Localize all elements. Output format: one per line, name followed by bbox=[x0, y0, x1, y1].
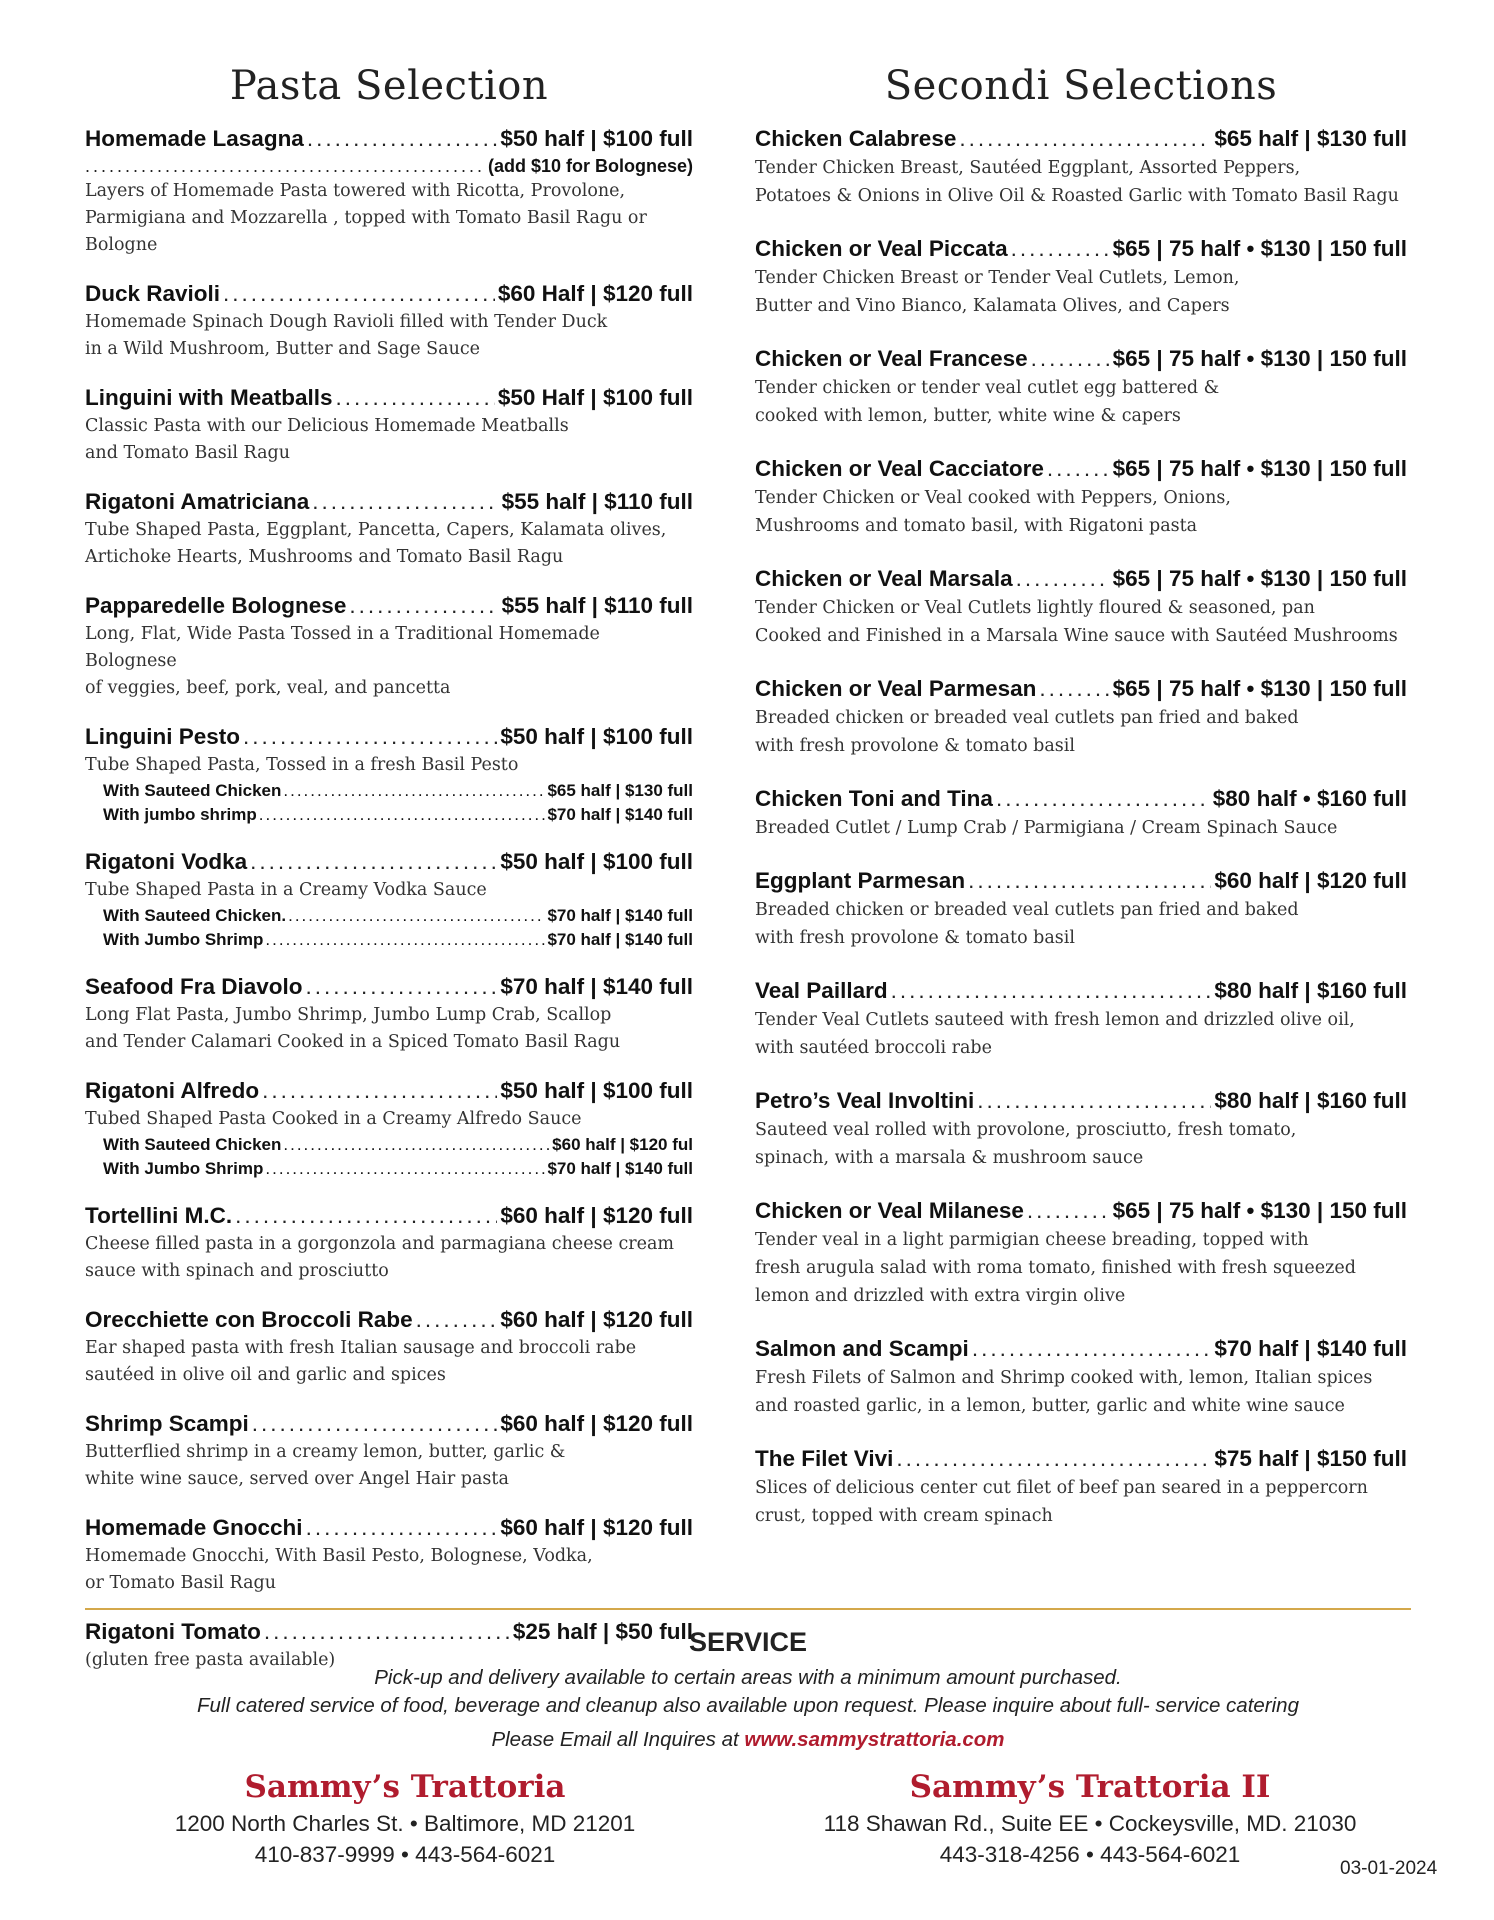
menu-item-row bbox=[755, 1444, 1407, 1474]
service-email-line bbox=[85, 1726, 1411, 1754]
menu-item-name: Shrimp Scampi bbox=[85, 1411, 249, 1436]
leader-dots bbox=[1039, 674, 1109, 704]
leader-dots bbox=[223, 279, 495, 309]
menu-item-price: $50 half | $100 full bbox=[500, 1078, 693, 1103]
addon-price: $65 half | $130 full bbox=[547, 781, 693, 800]
menu-item-price: $55 half | $110 full bbox=[501, 593, 693, 618]
leader-dots bbox=[243, 722, 497, 752]
menu-item-row bbox=[85, 1076, 693, 1106]
menu-item-description: Artichoke Hearts, Mushrooms and Tomato Basil Ragu bbox=[85, 547, 564, 567]
menu-item-description: Butterflied shrimp in a creamy lemon, butter, garlic & bbox=[85, 1442, 566, 1462]
menu-item-price: $65 half | $130 full bbox=[1214, 126, 1407, 151]
menu-item-price: $80 half | $160 full bbox=[1214, 1088, 1407, 1113]
menu-item-row bbox=[755, 674, 1407, 704]
leader-dots bbox=[288, 904, 545, 928]
location-cockeysville bbox=[790, 1766, 1390, 1870]
leader-dots bbox=[896, 1444, 1211, 1474]
menu-item-price: $80 half • $160 full bbox=[1212, 786, 1407, 811]
menu-item-name: Linguini Pesto bbox=[85, 724, 240, 749]
menu-item-addon bbox=[85, 779, 693, 803]
addon-name: With Sauteed Chicken. bbox=[103, 906, 287, 925]
leader-dots bbox=[85, 154, 485, 178]
menu-item-description: Fresh Filets of Salmon and Shrimp cooked with, lemon, Italian spices bbox=[755, 1368, 1373, 1388]
menu-item-description: and roasted garlic, in a lemon, butter, garlic and white wine sauce bbox=[755, 1396, 1345, 1416]
leader-dots bbox=[283, 1133, 550, 1157]
menu-item-name: Linguini with Meatballs bbox=[85, 385, 333, 410]
menu-item-description: Homemade Gnocchi, With Basil Pesto, Bolognese, Vodka, bbox=[85, 1546, 593, 1566]
leader-dots bbox=[336, 383, 495, 413]
menu-item-row bbox=[85, 1201, 693, 1231]
menu-item-description: cooked with lemon, butter, white wine & capers bbox=[755, 406, 1181, 426]
addon-price: $60 half | $120 ful bbox=[552, 1135, 693, 1154]
menu-item-row bbox=[755, 866, 1407, 896]
menu-item-description: and Tomato Basil Ragu bbox=[85, 443, 290, 463]
menu-item-description: Sauteed veal rolled with provolone, prosciutto, fresh tomato, bbox=[755, 1120, 1297, 1140]
menu-item-price: $25 half | $50 full bbox=[512, 1619, 693, 1644]
menu-item bbox=[85, 1076, 693, 1181]
menu-item-price: $65 | 75 half • $130 | 150 full bbox=[1112, 566, 1407, 591]
menu-item-description: white wine sauce, served over Angel Hair pasta bbox=[85, 1469, 509, 1489]
menu-item-price: $65 | 75 half • $130 | 150 full bbox=[1112, 346, 1407, 371]
menu-item-row bbox=[755, 234, 1407, 264]
menu-item bbox=[85, 1201, 693, 1285]
leader-dots bbox=[1011, 234, 1110, 264]
addon-price: $70 half | $140 full bbox=[547, 906, 693, 925]
leader-dots bbox=[1016, 564, 1110, 594]
menu-item-name: Tortellini M.C. bbox=[85, 1203, 233, 1228]
menu-item-row bbox=[85, 124, 693, 154]
menu-item-addon bbox=[85, 1133, 693, 1157]
website-link[interactable]: www.sammystrattoria.com bbox=[744, 1728, 1005, 1751]
secondi-column bbox=[755, 58, 1407, 1554]
menu-item-description: Slices of delicious center cut filet of beef pan seared in a peppercorn bbox=[755, 1478, 1368, 1498]
menu-item bbox=[755, 454, 1407, 540]
menu-item-name: Chicken or Veal Francese bbox=[755, 346, 1028, 371]
menu-item bbox=[755, 866, 1407, 952]
location-address: 118 Shawan Rd., Suite EE • Cockeysville, MD. 21030 bbox=[823, 1811, 1357, 1836]
menu-item-description: Tender Chicken or Veal Cutlets lightly floured & seasoned, pan bbox=[755, 598, 1315, 618]
menu-item-name: Orecchiette con Broccoli Rabe bbox=[85, 1307, 413, 1332]
menu-item-name: Seafood Fra Diavolo bbox=[85, 974, 303, 999]
menu-item-price: $65 | 75 half • $130 | 150 full bbox=[1112, 456, 1407, 481]
addon-name: With Jumbo Shrimp bbox=[103, 1159, 264, 1178]
menu-item-price: $60 Half | $120 full bbox=[497, 281, 693, 306]
menu-item bbox=[85, 383, 693, 467]
service-section bbox=[85, 1624, 1411, 1754]
menu-item-description: Tube Shaped Pasta, Tossed in a fresh Basil Pesto bbox=[85, 755, 519, 775]
menu-item bbox=[755, 1086, 1407, 1172]
leader-dots bbox=[306, 1513, 498, 1543]
menu-item-price: $65 | 75 half • $130 | 150 full bbox=[1112, 1198, 1407, 1223]
menu-item-row bbox=[85, 722, 693, 752]
menu-item-price: $65 | 75 half • $130 | 150 full bbox=[1112, 676, 1407, 701]
menu-item-name: Veal Paillard bbox=[755, 978, 888, 1003]
service-line-delivery: Pick-up and delivery available to certain areas with a minimum amount purchased. bbox=[374, 1666, 1122, 1689]
menu-item-description: Cooked and Finished in a Marsala Wine sauce with Sautéed Mushrooms bbox=[755, 626, 1398, 646]
menu-item-row bbox=[755, 1086, 1407, 1116]
menu-item-row bbox=[755, 124, 1407, 154]
location-name: Sammy’s Trattoria II bbox=[909, 1769, 1271, 1805]
leader-dots bbox=[250, 847, 497, 877]
menu-item-name: Papparedelle Bolognese bbox=[85, 593, 347, 618]
menu-item-price: $50 half | $100 full bbox=[500, 126, 693, 151]
menu-item-price: $50 Half | $100 full bbox=[497, 385, 693, 410]
leader-dots bbox=[349, 591, 498, 621]
menu-item-price: $75 half | $150 full bbox=[1214, 1446, 1407, 1471]
menu-item bbox=[755, 344, 1407, 430]
leader-dots bbox=[306, 972, 498, 1002]
menu-item-addon bbox=[85, 904, 693, 928]
leader-dots bbox=[259, 803, 546, 827]
menu-item-description: Tender veal in a light parmigian cheese breading, topped with bbox=[755, 1230, 1309, 1250]
menu-item-name: Chicken or Veal Marsala bbox=[755, 566, 1013, 591]
menu-item-description: crust, topped with cream spinach bbox=[755, 1506, 1053, 1526]
menu-item-price: $60 half | $120 full bbox=[1214, 868, 1407, 893]
leader-dots bbox=[968, 866, 1211, 896]
menu-item-row bbox=[755, 344, 1407, 374]
menu-item-name: Salmon and Scampi bbox=[755, 1336, 969, 1361]
leader-dots bbox=[996, 784, 1210, 814]
leader-dots bbox=[312, 487, 498, 517]
location-name: Sammy’s Trattoria bbox=[244, 1769, 566, 1805]
menu-item-name: Rigatoni Tomato bbox=[85, 1619, 261, 1644]
menu-item-row bbox=[85, 1305, 693, 1335]
menu-item-name: Chicken or Veal Piccata bbox=[755, 236, 1008, 261]
menu-item-row bbox=[755, 976, 1407, 1006]
menu-item-description: Tender chicken or tender veal cutlet egg battered & bbox=[755, 378, 1220, 398]
menu-item-price: $60 half | $120 full bbox=[500, 1411, 693, 1436]
menu-item-name: Homemade Gnocchi bbox=[85, 1515, 303, 1540]
menu-item-price: $65 | 75 half • $130 | 150 full bbox=[1112, 236, 1407, 261]
menu-item-addon bbox=[85, 803, 693, 827]
leader-dots bbox=[1031, 344, 1110, 374]
addon-price: $70 half | $140 full bbox=[547, 805, 693, 824]
menu-item-addon bbox=[85, 1157, 693, 1181]
menu-item-description: Classic Pasta with our Delicious Homemade Meatballs bbox=[85, 416, 569, 436]
addon-name: With Sauteed Chicken bbox=[103, 1135, 282, 1154]
location-phones: 410-837-9999 • 443-564-6021 bbox=[254, 1842, 556, 1867]
menu-item-name: Eggplant Parmesan bbox=[755, 868, 966, 893]
leader-dots bbox=[283, 779, 545, 803]
menu-item-description: Breaded Cutlet / Lump Crab / Parmigiana / Cream Spinach Sauce bbox=[755, 818, 1338, 838]
menu-item-description: and Tender Calamari Cooked in a Spiced Tomato Basil Ragu bbox=[85, 1032, 621, 1052]
leader-dots bbox=[265, 928, 545, 952]
menu-item-price: $50 half | $100 full bbox=[500, 724, 693, 749]
service-email-prefix: Please Email all Inquires at bbox=[491, 1728, 745, 1751]
menu-item-row bbox=[85, 591, 693, 621]
pasta-heading: Pasta Selection bbox=[229, 63, 549, 109]
menu-item-note: (add $10 for Bolognese) bbox=[487, 156, 693, 176]
menu-item bbox=[85, 972, 693, 1056]
menu-item-description: Long, Flat, Wide Pasta Tossed in a Traditional Homemade Bolognese bbox=[85, 624, 600, 671]
menu-item-description: Potatoes & Onions in Olive Oil & Roasted Garlic with Tomato Basil Ragu bbox=[755, 186, 1399, 206]
menu-item-description: Layers of Homemade Pasta towered with Ricotta, Provolone, bbox=[85, 181, 626, 201]
leader-dots bbox=[265, 1157, 545, 1181]
menu-item-description: Breaded chicken or breaded veal cutlets pan fried and baked bbox=[755, 708, 1299, 728]
menu-item-name: Rigatoni Vodka bbox=[85, 849, 248, 874]
menu-item-description: lemon and drizzled with extra virgin olive bbox=[755, 1286, 1126, 1306]
menu-item-description: fresh arugula salad with roma tomato, finished with fresh squeezed bbox=[755, 1258, 1356, 1278]
menu-item-row bbox=[755, 564, 1407, 594]
menu-item bbox=[755, 674, 1407, 760]
menu-item-name: Rigatoni Alfredo bbox=[85, 1078, 260, 1103]
menu-item bbox=[85, 591, 693, 702]
menu-item-row bbox=[755, 454, 1407, 484]
menu-item-note-row bbox=[85, 154, 693, 178]
leader-dots bbox=[416, 1305, 498, 1335]
menu-item-price: $70 half | $140 full bbox=[500, 974, 693, 999]
menu-item-description: Tender Chicken Breast or Tender Veal Cutlets, Lemon, bbox=[755, 268, 1240, 288]
addon-name: With jumbo shrimp bbox=[103, 805, 257, 824]
leader-dots bbox=[972, 1334, 1212, 1364]
pasta-list bbox=[85, 124, 693, 1674]
menu-item bbox=[755, 564, 1407, 650]
menu-item-description: Tender Chicken or Veal cooked with Peppers, Onions, bbox=[755, 488, 1231, 508]
menu-item bbox=[755, 124, 1407, 210]
service-line-catering: Full catered service of food, beverage and cleanup also available upon request. Please inquire about full- service catering bbox=[197, 1694, 1299, 1717]
menu-item bbox=[85, 279, 693, 363]
menu-item-description: spinach, with a marsala & mushroom sauce bbox=[755, 1148, 1144, 1168]
menu-item-name: Chicken or Veal Parmesan bbox=[755, 676, 1037, 701]
menu-item-name: Chicken or Veal Cacciatore bbox=[755, 456, 1044, 481]
menu-item-row bbox=[85, 1513, 693, 1543]
menu-item-description: or Tomato Basil Ragu bbox=[85, 1573, 276, 1593]
menu-item-description: Parmigiana and Mozzarella , topped with Tomato Basil Ragu or Bologne bbox=[85, 208, 647, 255]
menu-item-description: Butter and Vino Bianco, Kalamata Olives, and Capers bbox=[755, 296, 1230, 316]
menu-item-description: Cheese filled pasta in a gorgonzola and parmagiana cheese cream bbox=[85, 1234, 675, 1254]
menu-item-description: (gluten free pasta available) bbox=[85, 1650, 336, 1670]
menu-item-name: Chicken Toni and Tina bbox=[755, 786, 993, 811]
menu-item bbox=[85, 487, 693, 571]
secondi-heading: Secondi Selections bbox=[884, 63, 1278, 109]
leader-dots bbox=[262, 1076, 497, 1106]
menu-item bbox=[85, 124, 693, 259]
menu-item-description: Tube Shaped Pasta, Eggplant, Pancetta, Capers, Kalamata olives, bbox=[85, 520, 667, 540]
menu-item-description: with sautéed broccoli rabe bbox=[755, 1038, 992, 1058]
addon-price: $70 half | $140 full bbox=[547, 930, 693, 949]
secondi-list bbox=[755, 124, 1407, 1530]
pasta-column bbox=[85, 58, 693, 1694]
menu-item-price: $60 half | $120 full bbox=[500, 1515, 693, 1540]
menu-item bbox=[85, 722, 693, 827]
menu-item bbox=[755, 784, 1407, 842]
menu-item-price: $60 half | $120 full bbox=[500, 1307, 693, 1332]
addon-name: With Sauteed Chicken bbox=[103, 781, 282, 800]
service-title: SERVICE bbox=[688, 1627, 808, 1657]
menu-item-description: Tube Shaped Pasta in a Creamy Vodka Sauce bbox=[85, 880, 487, 900]
menu-item bbox=[85, 1409, 693, 1493]
location-phones: 443-318-4256 • 443-564-6021 bbox=[939, 1842, 1241, 1867]
menu-item-row bbox=[85, 972, 693, 1002]
menu-item-price: $80 half | $160 full bbox=[1214, 978, 1407, 1003]
menu-item-price: $60 half | $120 full bbox=[500, 1203, 693, 1228]
menu-item-description: sautéed in olive oil and garlic and spices bbox=[85, 1365, 446, 1385]
menu-item-description: Tubed Shaped Pasta Cooked in a Creamy Alfredo Sauce bbox=[85, 1109, 582, 1129]
menu-item bbox=[85, 847, 693, 952]
menu-item-description: of veggies, beef, pork, veal, and pancetta bbox=[85, 678, 451, 698]
leader-dots bbox=[235, 1201, 497, 1231]
menu-item-name: Petro’s Veal Involtini bbox=[755, 1088, 975, 1113]
menu-item-description: sauce with spinach and prosciutto bbox=[85, 1261, 389, 1281]
menu-item-description: Tender Chicken Breast, Sautéed Eggplant, Assorted Peppers, bbox=[755, 158, 1301, 178]
addon-name: With Jumbo Shrimp bbox=[103, 930, 264, 949]
menu-item bbox=[755, 1334, 1407, 1420]
menu-item-row bbox=[85, 1409, 693, 1439]
menu-item bbox=[755, 1444, 1407, 1530]
menu-item-row bbox=[85, 847, 693, 877]
menu-item-name: Duck Ravioli bbox=[85, 281, 221, 306]
leader-dots bbox=[959, 124, 1211, 154]
menu-item-addon bbox=[85, 928, 693, 952]
menu-item bbox=[755, 234, 1407, 320]
menu-item-row bbox=[755, 784, 1407, 814]
menu-item bbox=[755, 1196, 1407, 1310]
menu-item-name: Chicken Calabrese bbox=[755, 126, 957, 151]
menu-item-description: in a Wild Mushroom, Butter and Sage Sauce bbox=[85, 339, 481, 359]
leader-dots bbox=[252, 1409, 498, 1439]
menu-item bbox=[755, 976, 1407, 1062]
menu-item-row bbox=[85, 487, 693, 517]
menu-item-description: with fresh provolone & tomato basil bbox=[755, 736, 1075, 756]
menu-item bbox=[85, 1305, 693, 1389]
menu-item-description: Ear shaped pasta with fresh Italian sausage and broccoli rabe bbox=[85, 1338, 637, 1358]
menu-item-description: Homemade Spinach Dough Ravioli filled with Tender Duck bbox=[85, 312, 608, 332]
menu-date: 03-01-2024 bbox=[1340, 1858, 1438, 1879]
menu-item-row bbox=[755, 1334, 1407, 1364]
menu-item-description: with fresh provolone & tomato basil bbox=[755, 928, 1075, 948]
menu-item bbox=[85, 1513, 693, 1597]
menu-item-price: $55 half | $110 full bbox=[501, 489, 693, 514]
leader-dots bbox=[977, 1086, 1211, 1116]
leader-dots bbox=[1047, 454, 1110, 484]
menu-item-price: $50 half | $100 full bbox=[500, 849, 693, 874]
menu-item-row bbox=[755, 1196, 1407, 1226]
menu-item-row bbox=[85, 383, 693, 413]
section-divider bbox=[85, 1608, 1411, 1610]
leader-dots bbox=[307, 124, 498, 154]
leader-dots bbox=[891, 976, 1212, 1006]
menu-item-description: Long Flat Pasta, Jumbo Shrimp, Jumbo Lump Crab, Scallop bbox=[85, 1005, 612, 1025]
menu-item-name: The Filet Vivi bbox=[755, 1446, 894, 1471]
menu-item-name: Rigatoni Amatriciana bbox=[85, 489, 310, 514]
location-baltimore bbox=[120, 1766, 690, 1870]
menu-item-price: $70 half | $140 full bbox=[1214, 1336, 1407, 1361]
menu-item-description: Tender Veal Cutlets sauteed with fresh lemon and drizzled olive oil, bbox=[755, 1010, 1355, 1030]
menu-item-row bbox=[85, 279, 693, 309]
menu-item-description: Breaded chicken or breaded veal cutlets pan fried and baked bbox=[755, 900, 1299, 920]
leader-dots bbox=[1027, 1196, 1110, 1226]
menu-item-name: Homemade Lasagna bbox=[85, 126, 304, 151]
addon-price: $70 half | $140 full bbox=[547, 1159, 693, 1178]
location-address: 1200 North Charles St. • Baltimore, MD 21201 bbox=[174, 1811, 636, 1836]
menu-item-name: Chicken or Veal Milanese bbox=[755, 1198, 1024, 1223]
menu-item-description: Mushrooms and tomato basil, with Rigatoni pasta bbox=[755, 516, 1198, 536]
